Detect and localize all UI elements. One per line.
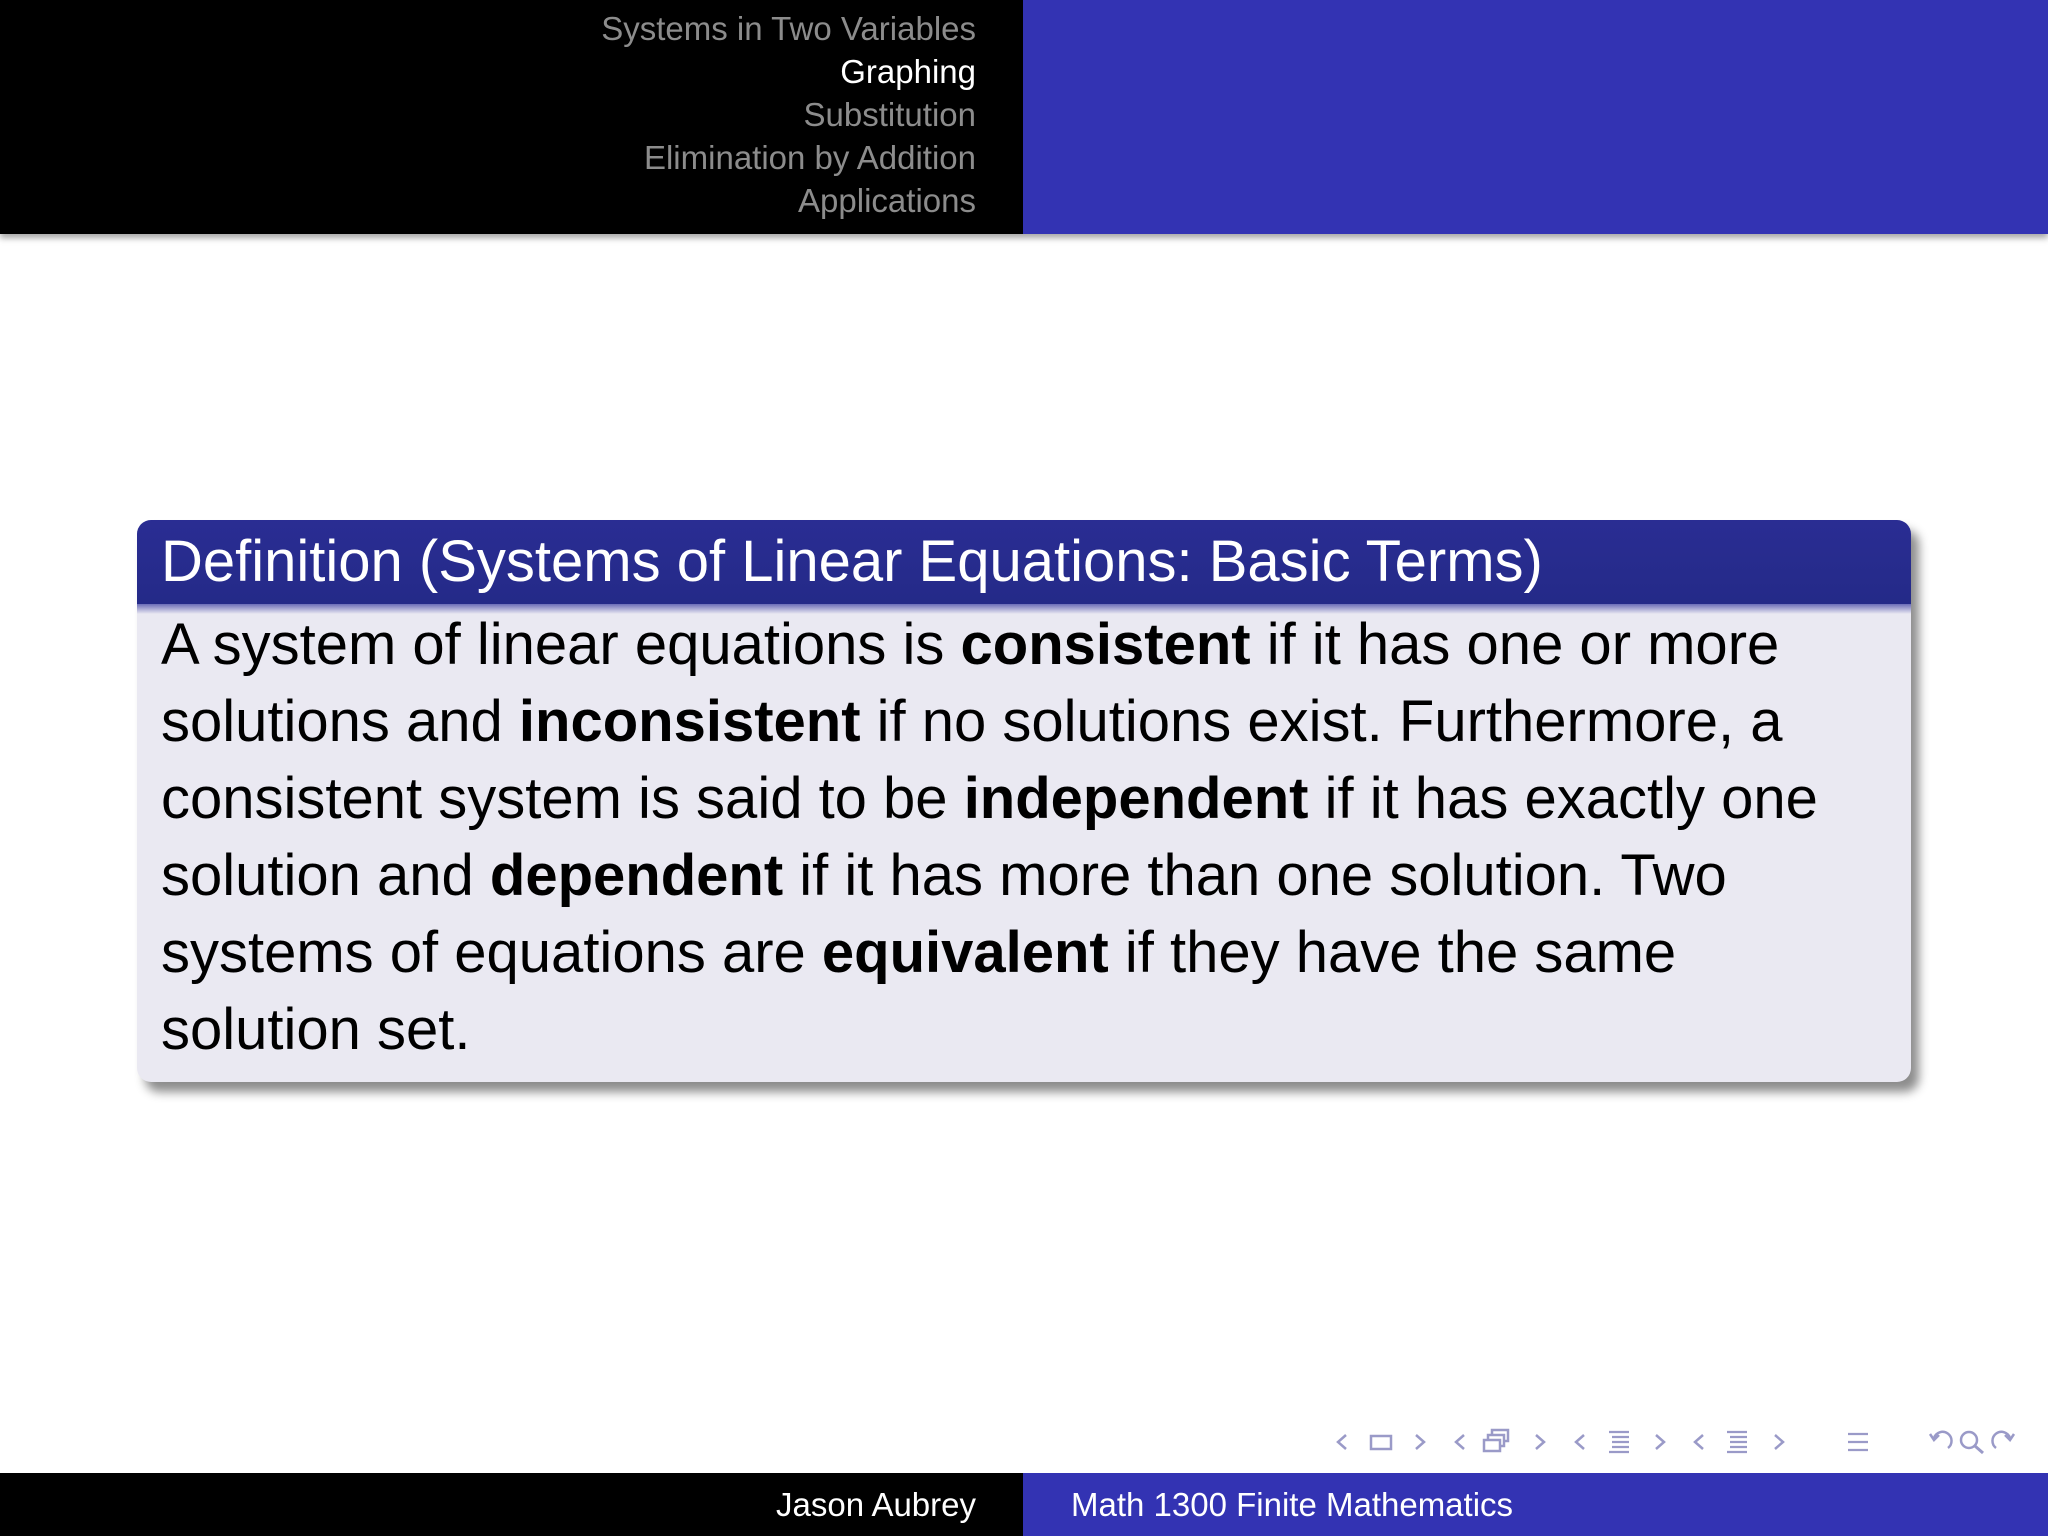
definition-text: if it has one or more solutions and (161, 612, 1780, 754)
presentation-prev-icon[interactable] (1692, 1422, 1706, 1462)
definition-text: if no solutions exist. Furthermore, a consistent system is said to be (161, 689, 1783, 831)
definition-text: if it has exactly one solution and (161, 766, 1818, 908)
term-equivalent: equivalent (821, 920, 1109, 985)
nav-section-graphing[interactable]: Graphing (840, 53, 976, 90)
nav-section-substitution[interactable]: Substitution (803, 96, 976, 133)
nav-section-elimination-by-addition[interactable]: Elimination by Addition (643, 139, 976, 176)
term-independent: independent (963, 766, 1309, 831)
term-consistent: consistent (960, 612, 1251, 677)
definition-title: Definition (Systems of Linear Equations: Basic Terms) (137, 520, 1911, 604)
definition-text: if they have the same solution set. (161, 920, 1677, 1062)
section-icon[interactable] (1606, 1422, 1632, 1462)
nav-section-applications[interactable]: Applications (798, 182, 976, 219)
subsection-prev-icon[interactable] (1453, 1422, 1467, 1462)
definition-block (137, 520, 1911, 1082)
forward-icon[interactable] (1990, 1422, 2018, 1462)
presentation-icon[interactable] (1724, 1422, 1750, 1462)
header-bar (0, 0, 2048, 234)
header-right-panel (1023, 0, 2048, 234)
definition-text: if it has more than one solution. Two systems of equations are (161, 843, 1727, 985)
back-icon[interactable] (1926, 1422, 1954, 1462)
appendix-icon[interactable] (1845, 1422, 1871, 1462)
nav-section-systems-in-two-variables[interactable]: Systems in Two Variables (601, 10, 976, 47)
term-dependent: dependent (489, 843, 784, 908)
frame-prev-icon[interactable] (1335, 1422, 1349, 1462)
definition-body (137, 606, 1911, 1082)
section-navigation (0, 0, 1023, 234)
subsection-icon[interactable] (1482, 1422, 1512, 1462)
footer-author: Jason Aubrey (776, 1485, 976, 1523)
search-icon[interactable] (1958, 1422, 1986, 1462)
footer-bar (0, 1473, 2048, 1536)
subsection-next-icon[interactable] (1533, 1422, 1547, 1462)
footer-course-title: Math 1300 Finite Mathematics (1071, 1485, 1514, 1523)
term-inconsistent: inconsistent (518, 689, 861, 754)
beamer-navigation-symbols (1330, 1422, 2030, 1462)
section-next-icon[interactable] (1653, 1422, 1667, 1462)
section-prev-icon[interactable] (1573, 1422, 1587, 1462)
frame-icon[interactable] (1369, 1422, 1393, 1462)
footer-course-panel (1023, 1473, 2048, 1536)
frame-next-icon[interactable] (1413, 1422, 1427, 1462)
presentation-next-icon[interactable] (1772, 1422, 1786, 1462)
definition-text: A system of linear equations is (161, 612, 961, 677)
footer-author-panel (0, 1473, 1023, 1536)
